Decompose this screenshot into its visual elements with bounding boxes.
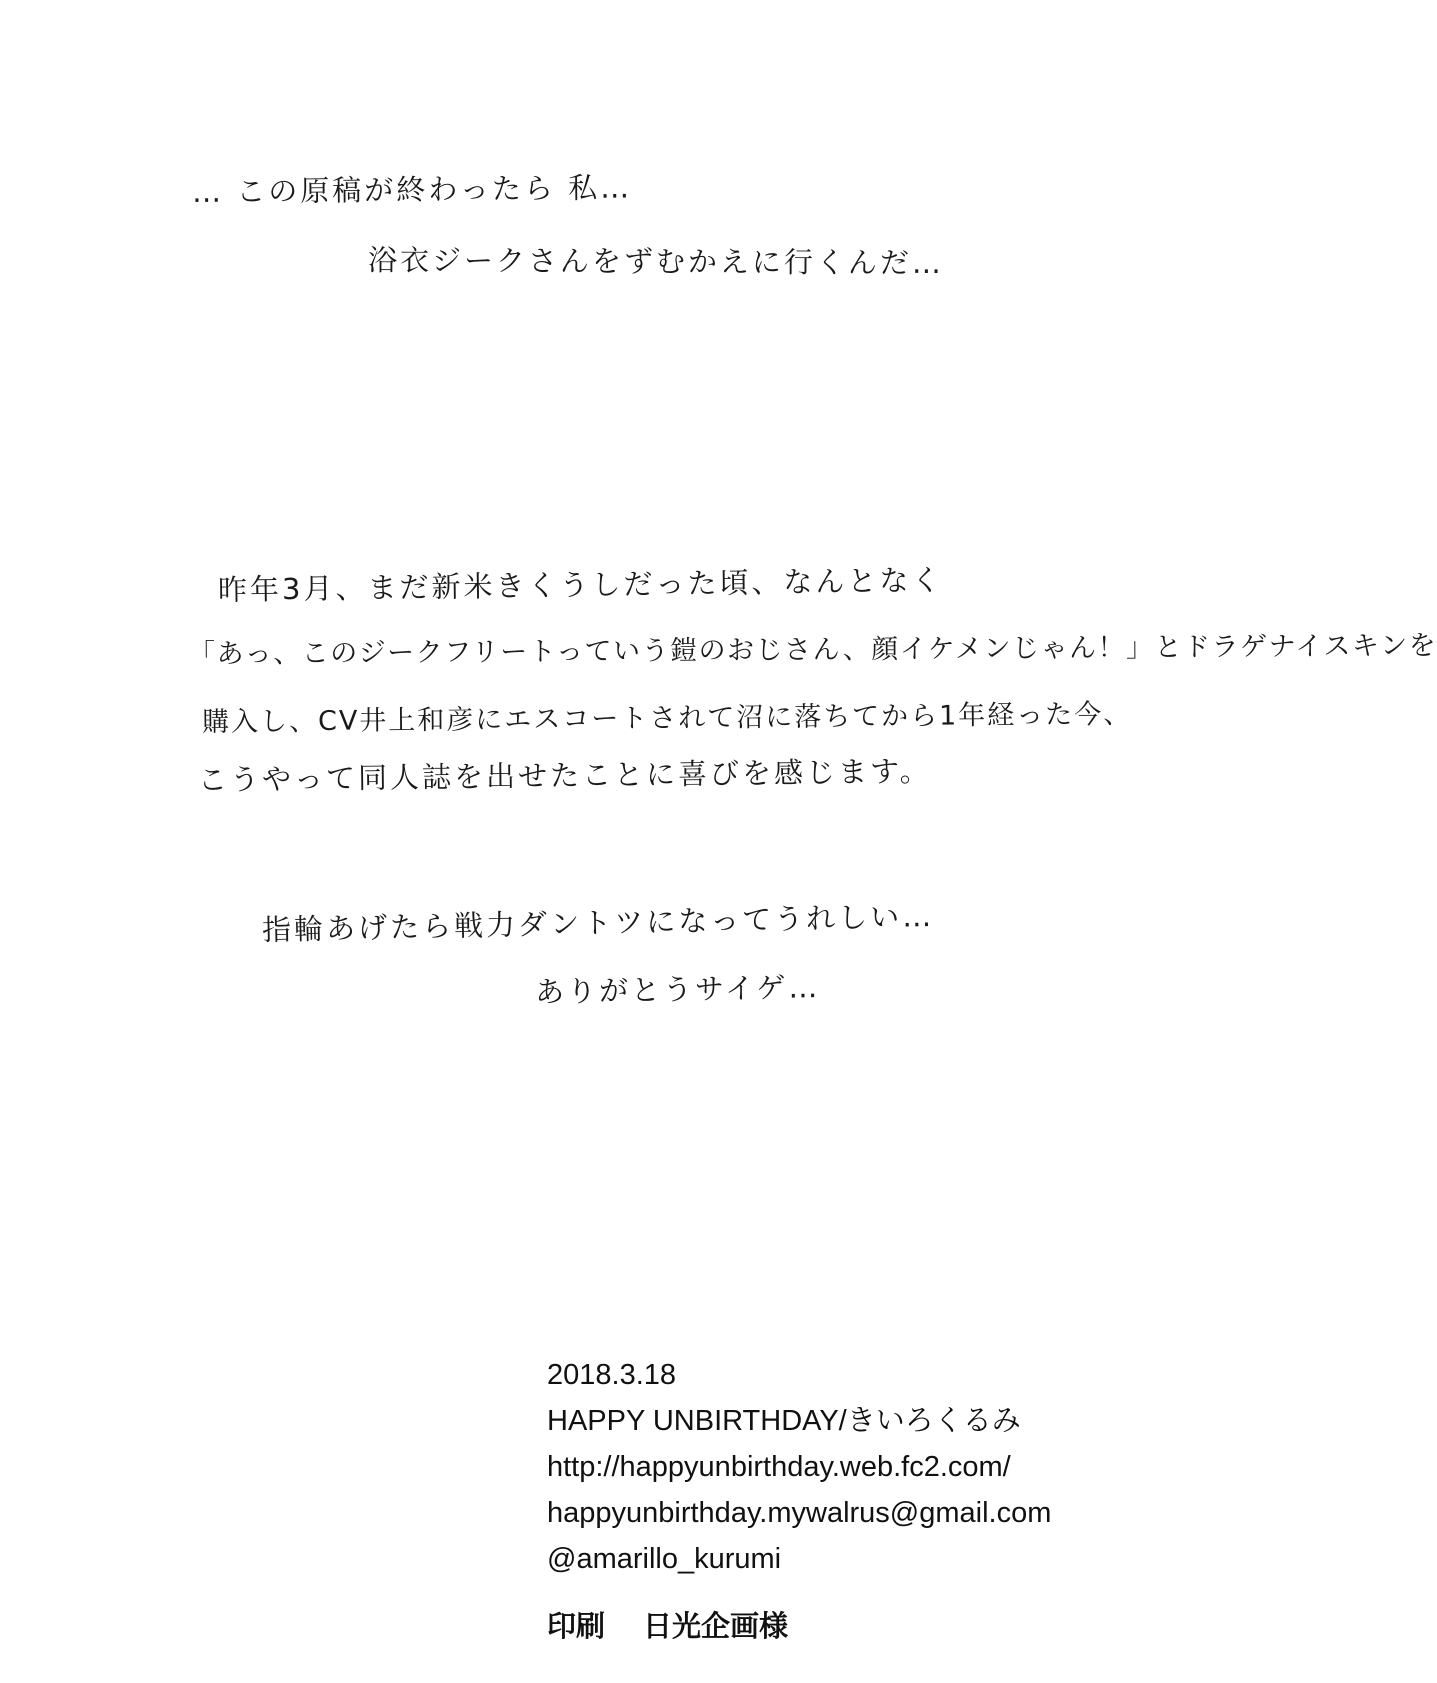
- publication-date: 2018.3.18: [547, 1359, 677, 1391]
- handwritten-line: こうやって同人誌を出せたことに喜びを感じます。: [197, 754, 932, 797]
- handwritten-line: ありがとうサイゲ…: [534, 970, 821, 1009]
- handwritten-line: … この原稿が終わったら 私…: [191, 170, 633, 209]
- printer-name: 日光企画様: [643, 1609, 789, 1643]
- handwritten-line: 「あっ、このジークフリートっていう鎧のおじさん、顔イケメンじゃん！」とドラゲナイスキンを: [187, 630, 1437, 670]
- handwritten-line: 指輪あげたら戦力ダントツになってうれしい…: [261, 898, 935, 947]
- handwritten-line: 購入し、CV井上和彦にエスコートされて沼に落ちてから1年経った今、: [201, 698, 1133, 738]
- circle-name: HAPPY UNBIRTHDAY/きいろくるみ: [547, 1405, 1021, 1437]
- printer-credit: [547, 1604, 788, 1645]
- colophon: [547, 1352, 1051, 1582]
- handwritten-line: 浴衣ジークさんをずむかえに行くんだ…: [367, 243, 945, 281]
- website-url: http://happyunbirthday.web.fc2.com/: [547, 1451, 1011, 1483]
- handwritten-line: 昨年3月、まだ新米きくうしだった頃、なんとなく: [217, 562, 944, 607]
- email-address: happyunbirthday.mywalrus@gmail.com: [547, 1497, 1052, 1529]
- twitter-handle: @amarillo_kurumi: [547, 1543, 782, 1575]
- printer-label: 印刷: [547, 1609, 606, 1643]
